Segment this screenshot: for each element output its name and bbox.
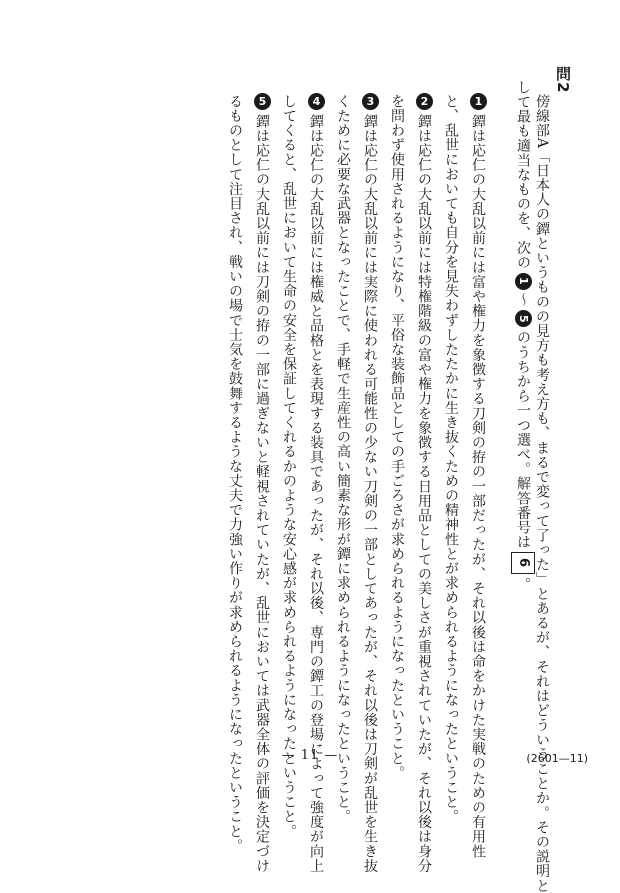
question-number: 問2 [554,66,572,94]
option-4-marker: 4 [308,93,325,110]
option-2-line-2: を問わず使用されるようになり、平俗な装飾品としての手ごろさが求められるようになったということ。 [389,94,405,781]
option-1-marker: 1 [470,93,487,110]
option-5-line-1: 鐔は応仁の大乱以前には刀剣の拵の一部に過ぎないと軽視されていたが、乱世においては武器全体の評価を決定づけ [254,114,270,874]
option-5-line-2: るものとして注目され、戦いの場で士気を鼓舞するような丈夫で力強い作りが求められるようになったということ。 [227,94,243,854]
option-2-marker: 2 [416,93,433,110]
option-1-line-2: と、乱世においても自分を見失わずしたたかに生き抜くための精神性とが求められるようになったということ。 [443,94,459,824]
stem-end: 。 [515,577,531,592]
range-to-marker: 5 [515,310,532,327]
option-4-line-1: 鐔は応仁の大乱以前には権威と品格とを表現する装具であったが、それ以後、専門の鐔工の登場によって強度が向上 [308,114,324,874]
question-stem-line-1: 傍線部A「日本人の鐔というものの見方も考え方も、まるで変って了った」とあるが、それはどういうことか。その説明と [534,94,550,893]
option-1-line-1: 鐔は応仁の大乱以前には富や権力を象徴する刀剣の拵の一部だったが、それ以後は命をかけた実戦のための有用性 [470,114,486,859]
option-4-line-2: してくると、乱世において生命の安全を保証してくれるかのような安心感が求められるようになったということ。 [281,94,297,839]
stem-text-b: のうちから一つ選べ。解答番号は [515,330,531,550]
option-3-line-1: 鐔は応仁の大乱以前には実際に使われる可能性の少ない刀剣の一部としてあったが、それ以後は刀剣が乱世を生き抜 [362,114,378,874]
stem-text-a: して最も適当なものを、次の [515,80,531,270]
option-3-line-2: くために必要な武器となったことで、手軽で生産性の高い簡素な形が鐔に求められるようになったということ。 [335,94,351,824]
range-separator: 〜 [515,292,531,308]
option-2-line-1: 鐔は応仁の大乱以前には特権階級の富や権力を象徴する日用品としての美しさが重視されていたが、それ以後は身分 [416,114,432,874]
option-3-marker: 3 [362,93,379,110]
page-code: (2601—11) [526,752,588,765]
answer-number-box: 6 [511,552,535,574]
page-number: — 11 — [281,748,339,763]
option-5-marker: 5 [254,93,271,110]
question-stem-line-2 [511,80,535,592]
range-from-marker: 1 [515,273,532,290]
